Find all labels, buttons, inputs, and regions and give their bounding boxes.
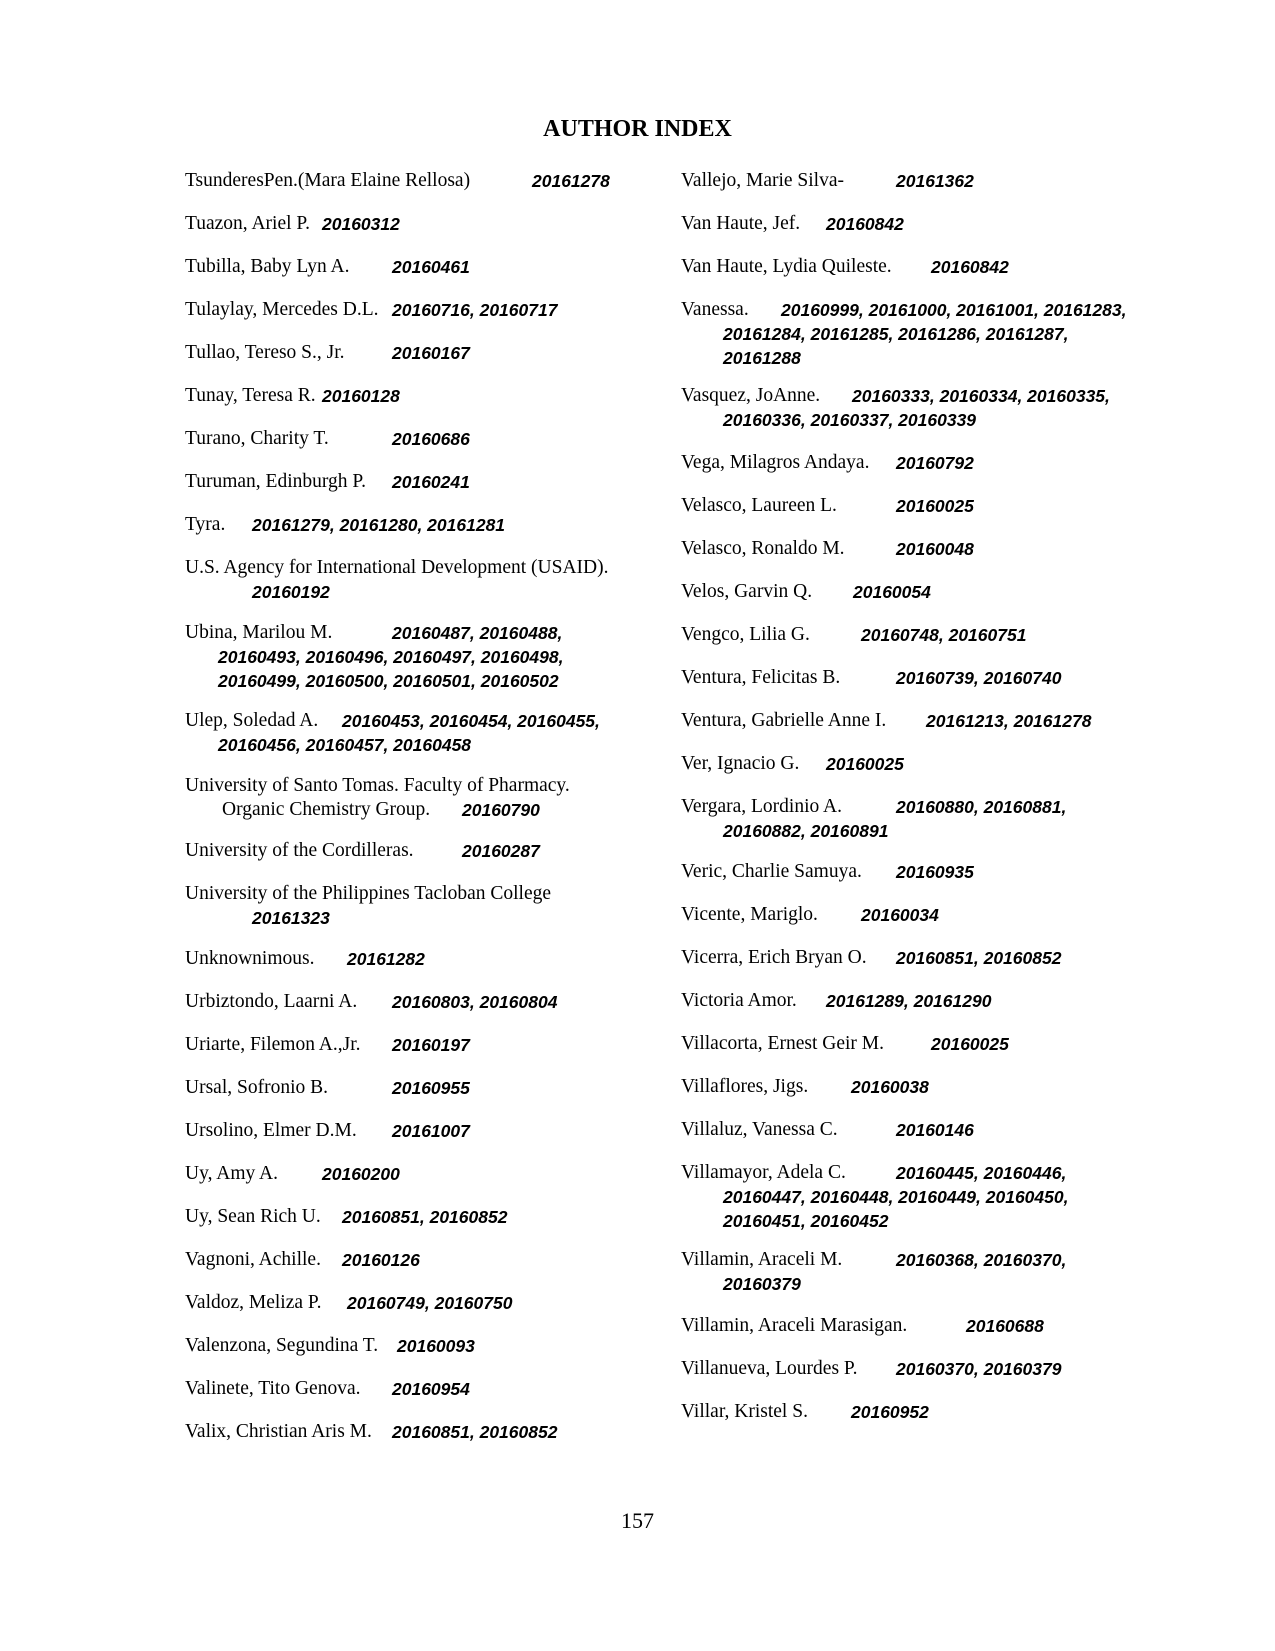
reference-numbers: 20160851, 20160852 [392, 1422, 558, 1442]
index-entry [681, 1314, 1044, 1338]
reference-numbers: 20160379 [723, 1274, 801, 1294]
index-entry [185, 774, 570, 822]
index-entry [681, 1161, 1069, 1233]
author-name: Vega, Milagros Andaya. [681, 452, 870, 473]
index-entry [185, 1033, 470, 1057]
author-name: Tunay, Teresa R. [185, 385, 316, 406]
reference-numbers: 20160025 [931, 1034, 1009, 1054]
author-name: Victoria Amor. [681, 990, 797, 1011]
index-entry [681, 255, 1009, 279]
reference-numbers: 20160034 [861, 905, 939, 925]
author-name: Turano, Charity T. [185, 428, 329, 449]
reference-numbers: 20160686 [392, 429, 470, 449]
author-name: Uriarte, Filemon A.,Jr. [185, 1034, 361, 1055]
reference-numbers: 20160842 [931, 257, 1009, 277]
index-entry [681, 1248, 1067, 1296]
reference-numbers: 20160126 [342, 1250, 420, 1270]
reference-numbers: 20160451, 20160452 [723, 1211, 889, 1231]
author-name: Valinete, Tito Genova. [185, 1378, 361, 1399]
index-entry [681, 1118, 974, 1142]
reference-numbers: 20161362 [896, 171, 974, 191]
index-entry [681, 384, 1110, 432]
reference-numbers: 20160882, 20160891 [723, 821, 889, 841]
index-entry [185, 169, 610, 193]
reference-numbers: 20161288 [723, 348, 801, 368]
page-title: AUTHOR INDEX [543, 116, 732, 142]
reference-numbers: 20160054 [853, 582, 931, 602]
reference-numbers: 20160748, 20160751 [861, 625, 1027, 645]
index-entry [681, 946, 1062, 970]
index-entry [681, 169, 974, 193]
author-name: Turuman, Edinburgh P. [185, 471, 366, 492]
reference-numbers: 20160146 [896, 1120, 974, 1140]
index-entry [185, 1377, 470, 1401]
index-entry [185, 947, 425, 971]
reference-numbers: 20160128 [322, 386, 400, 406]
author-name: Villar, Kristel S. [681, 1401, 808, 1422]
author-name: Villanueva, Lourdes P. [681, 1358, 858, 1379]
index-entry [681, 860, 974, 884]
author-name: Unknownimous. [185, 948, 315, 969]
author-name: Villamin, Araceli Marasigan. [681, 1315, 908, 1336]
author-name: U.S. Agency for International Development (USAID). [185, 557, 609, 578]
reference-numbers: 20160368, 20160370, [896, 1250, 1067, 1270]
index-entry [681, 666, 1062, 690]
index-entry [185, 990, 558, 1014]
page-number: 157 [621, 1508, 654, 1533]
reference-numbers: 20160025 [896, 496, 974, 516]
reference-numbers: 20161213, 20161278 [926, 711, 1092, 731]
index-entry [681, 623, 1027, 647]
author-name: Villaflores, Jigs. [681, 1076, 809, 1097]
index-entry [681, 795, 1067, 843]
index-entry [681, 1400, 929, 1424]
reference-numbers: 20161284, 20161285, 20161286, 20161287, [723, 324, 1069, 344]
reference-numbers: 20160445, 20160446, [896, 1163, 1067, 1183]
author-name: University of the Cordilleras. [185, 840, 414, 861]
reference-numbers: 20160312 [322, 214, 400, 234]
author-name: TsunderesPen.(Mara Elaine Rellosa) [185, 170, 471, 191]
author-name: Ventura, Felicitas B. [681, 667, 841, 688]
index-entry [185, 298, 558, 322]
index-entry [185, 882, 551, 930]
index-entry [681, 212, 904, 236]
author-name: Vicerra, Erich Bryan O. [681, 947, 867, 968]
author-name: Vallejo, Marie Silva- [681, 170, 844, 191]
index-entry [681, 1075, 929, 1099]
author-name: Velos, Garvin Q. [681, 581, 813, 602]
index-entry [185, 513, 506, 537]
reference-numbers: 20161289, 20161290 [826, 991, 992, 1011]
reference-numbers: 20161323 [252, 908, 330, 928]
author-name: Vengco, Lilia G. [681, 624, 810, 645]
index-entry [185, 1162, 400, 1186]
index-entry [185, 621, 564, 693]
reference-numbers: 20160790 [462, 800, 540, 820]
reference-numbers: 20160197 [392, 1035, 470, 1055]
author-name: Vagnoni, Achille. [185, 1249, 321, 1270]
author-name: Ubina, Marilou M. [185, 622, 333, 643]
author-name: Villamayor, Adela C. [681, 1162, 846, 1183]
author-name: Urbiztondo, Laarni A. [185, 991, 358, 1012]
reference-numbers: 20160749, 20160750 [347, 1293, 513, 1313]
index-entry [681, 1357, 1062, 1381]
index-entry [185, 1334, 475, 1358]
reference-numbers: 20160851, 20160852 [342, 1207, 508, 1227]
index-entry [681, 752, 904, 776]
index-entry [185, 1248, 420, 1272]
reference-numbers: 20160025 [826, 754, 904, 774]
index-entry [185, 1205, 508, 1229]
index-entry [185, 255, 470, 279]
author-name: Ventura, Gabrielle Anne I. [681, 710, 887, 731]
reference-numbers: 20160955 [392, 1078, 470, 1098]
reference-numbers: 20161007 [392, 1121, 470, 1141]
reference-numbers: 20160167 [392, 343, 470, 363]
reference-numbers: 20160456, 20160457, 20160458 [218, 735, 472, 755]
author-name: Villamin, Araceli M. [681, 1249, 843, 1270]
reference-numbers: 20160048 [896, 539, 974, 559]
reference-numbers: 20160688 [966, 1316, 1044, 1336]
author-name: Tulaylay, Mercedes D.L. [185, 299, 379, 320]
reference-numbers: 20160287 [462, 841, 540, 861]
index-entry [681, 580, 931, 604]
index-entry [185, 384, 400, 408]
index-entry [681, 709, 1092, 733]
index-entry [681, 494, 974, 518]
index-entry [185, 427, 470, 451]
author-name: Vanessa. [681, 299, 749, 320]
author-name: Valdoz, Meliza P. [185, 1292, 322, 1313]
index-entry [185, 1119, 470, 1143]
author-name: Tubilla, Baby Lyn A. [185, 256, 350, 277]
author-name: Tuazon, Ariel P. [185, 213, 310, 234]
reference-numbers: 20160200 [322, 1164, 400, 1184]
reference-numbers: 20160739, 20160740 [896, 668, 1062, 688]
index-entry [185, 1291, 513, 1315]
reference-numbers: 20160447, 20160448, 20160449, 20160450, [723, 1187, 1069, 1207]
reference-numbers: 20160952 [851, 1402, 929, 1422]
author-name: Uy, Sean Rich U. [185, 1206, 321, 1227]
author-name: Ursolino, Elmer D.M. [185, 1120, 357, 1141]
author-name: Vasquez, JoAnne. [681, 385, 821, 406]
reference-numbers: 20160038 [851, 1077, 929, 1097]
index-entry [185, 709, 600, 757]
index-entry [681, 451, 974, 475]
index-entry [185, 556, 608, 604]
reference-numbers: 20160935 [896, 862, 974, 882]
index-entry [185, 341, 470, 365]
index-entry [185, 1420, 558, 1444]
index-entry [185, 1076, 470, 1100]
author-name: Villaluz, Vanessa C. [681, 1119, 838, 1140]
reference-numbers: 20161278 [532, 171, 610, 191]
author-name: Velasco, Ronaldo M. [681, 538, 845, 559]
author-name: Tullao, Tereso S., Jr. [185, 342, 345, 363]
author-name: Vergara, Lordinio A. [681, 796, 843, 817]
author-name: Villacorta, Ernest Geir M. [681, 1033, 884, 1054]
author-name: Velasco, Laureen L. [681, 495, 837, 516]
reference-numbers: 20160493, 20160496, 20160497, 20160498, [218, 647, 564, 667]
reference-numbers: 20161282 [347, 949, 425, 969]
reference-numbers: 20160716, 20160717 [392, 300, 558, 320]
reference-numbers: 20160880, 20160881, [896, 797, 1067, 817]
index-entry [681, 1032, 1009, 1056]
reference-numbers: 20160499, 20160500, 20160501, 20160502 [218, 671, 559, 691]
author-name: Uy, Amy A. [185, 1163, 278, 1184]
author-name: Van Haute, Lydia Quileste. [681, 256, 892, 277]
reference-numbers: 20160461 [392, 257, 470, 277]
reference-numbers: 20160333, 20160334, 20160335, [852, 386, 1110, 406]
reference-numbers: 20160336, 20160337, 20160339 [723, 410, 977, 430]
reference-numbers: 20161279, 20161280, 20161281 [252, 515, 506, 535]
reference-numbers: 20160999, 20161000, 20161001, 20161283, [781, 300, 1127, 320]
reference-numbers: 20160842 [826, 214, 904, 234]
reference-numbers: 20160792 [896, 453, 974, 473]
author-name: Tyra. [185, 514, 226, 535]
index-entry [681, 989, 992, 1013]
reference-numbers: 20160851, 20160852 [896, 948, 1062, 968]
reference-numbers: 20160192 [252, 582, 330, 602]
author-name: Ver, Ignacio G. [681, 753, 800, 774]
author-name-continued: Organic Chemistry Group. [222, 799, 431, 820]
author-name: University of the Philippines Tacloban College [185, 883, 552, 904]
author-name: Ulep, Soledad A. [185, 710, 319, 731]
index-entry [185, 470, 470, 494]
reference-numbers: 20160241 [392, 472, 470, 492]
reference-numbers: 20160954 [392, 1379, 470, 1399]
reference-numbers: 20160093 [397, 1336, 475, 1356]
index-entry [681, 903, 939, 927]
author-name: Valix, Christian Aris M. [185, 1421, 372, 1442]
author-name: Van Haute, Jef. [681, 213, 801, 234]
author-name: Valenzona, Segundina T. [185, 1335, 379, 1356]
author-name: University of Santo Tomas. Faculty of Pharmacy. [185, 775, 570, 796]
index-entry [185, 212, 400, 236]
reference-numbers: 20160487, 20160488, [392, 623, 563, 643]
index-entry [681, 298, 1127, 370]
reference-numbers: 20160453, 20160454, 20160455, [342, 711, 600, 731]
index-entry [185, 839, 540, 863]
author-name: Ursal, Sofronio B. [185, 1077, 328, 1098]
author-name: Veric, Charlie Samuya. [681, 861, 862, 882]
reference-numbers: 20160370, 20160379 [896, 1359, 1062, 1379]
index-entry [681, 537, 974, 561]
author-name: Vicente, Mariglo. [681, 904, 818, 925]
reference-numbers: 20160803, 20160804 [392, 992, 558, 1012]
